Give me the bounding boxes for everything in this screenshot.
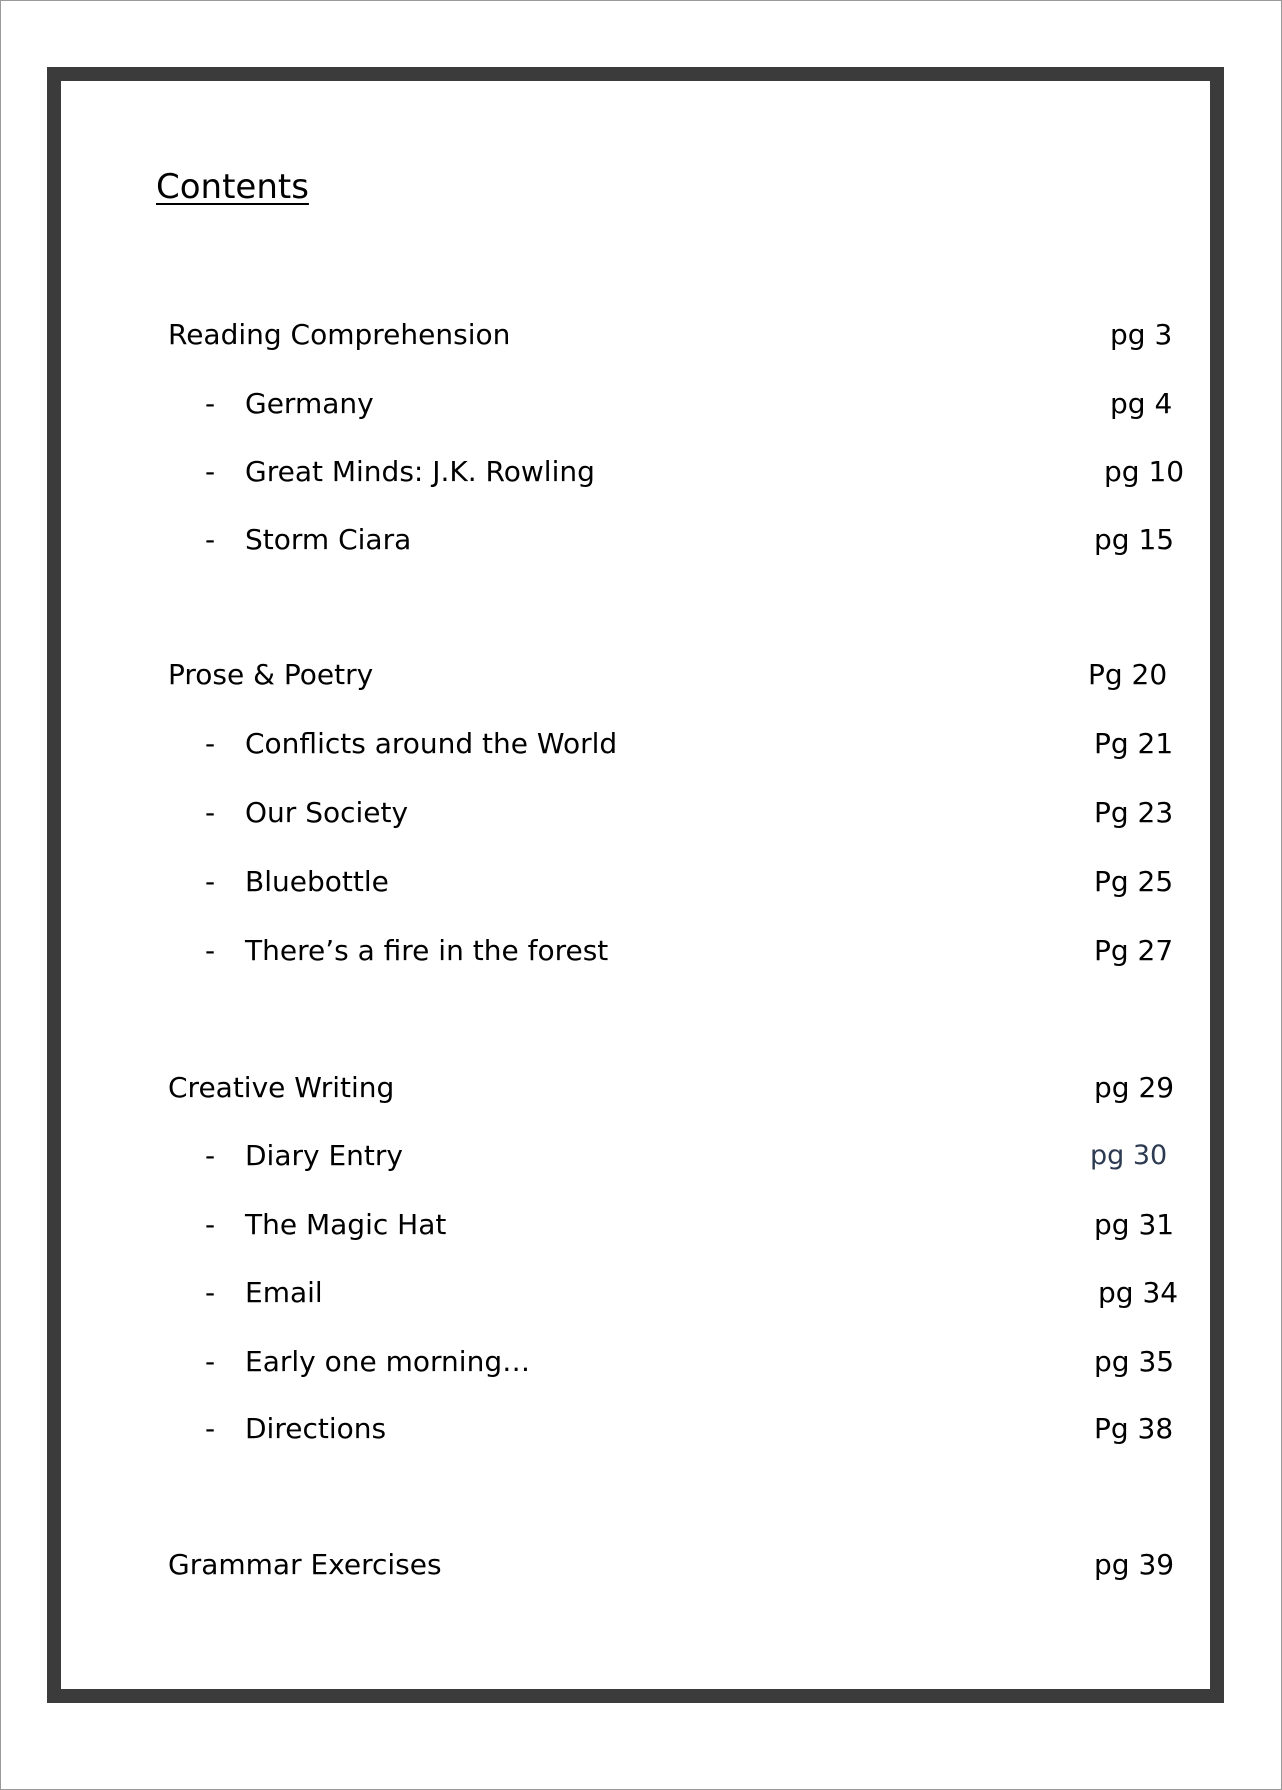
dash-bullet: -: [205, 1345, 216, 1378]
page-number: pg 10: [1104, 455, 1185, 488]
section-label: Grammar Exercises: [168, 1548, 442, 1581]
dash-bullet: -: [205, 796, 216, 829]
subsection-row: [0, 380, 1282, 428]
page-number: pg 3: [1110, 318, 1173, 351]
page-number: Pg 23: [1094, 796, 1174, 829]
subsection-label: Diary Entry: [245, 1139, 403, 1172]
subsection-label: Storm Ciara: [245, 523, 412, 556]
subsection-label: Germany: [245, 387, 374, 420]
dash-bullet: -: [205, 934, 216, 967]
dash-bullet: -: [205, 865, 216, 898]
subsection-row: [0, 720, 1282, 768]
subsection-label: Our Society: [245, 796, 409, 829]
section-row: [0, 1541, 1282, 1589]
section-label: Prose & Poetry: [168, 658, 374, 691]
subsection-row: [0, 858, 1282, 906]
page-number: Pg 25: [1094, 865, 1174, 898]
page-number: pg 31: [1094, 1208, 1175, 1241]
page-number: pg 35: [1094, 1345, 1175, 1378]
subsection-row: [0, 516, 1282, 564]
subsection-label: Bluebottle: [245, 865, 389, 898]
page-number: Pg 27: [1094, 934, 1174, 967]
subsection-row: [0, 1269, 1282, 1317]
dash-bullet: -: [205, 1139, 216, 1172]
dash-bullet: -: [205, 1208, 216, 1241]
subsection-label: Email: [245, 1276, 323, 1309]
subsection-row: [0, 789, 1282, 837]
subsection-label: Directions: [245, 1412, 387, 1445]
subsection-label: The Magic Hat: [245, 1208, 447, 1241]
subsection-row: [0, 1405, 1282, 1453]
subsection-row: [0, 1338, 1282, 1386]
subsection-label: Great Minds: J.K. Rowling: [245, 455, 595, 488]
page-number: Pg 38: [1094, 1412, 1174, 1445]
subsection-row: [0, 1201, 1282, 1249]
dash-bullet: -: [205, 387, 216, 420]
page-number: pg 34: [1098, 1276, 1179, 1309]
section-label: Reading Comprehension: [168, 318, 511, 351]
dash-bullet: -: [205, 1412, 216, 1445]
dash-bullet: -: [205, 727, 216, 760]
dash-bullet: -: [205, 455, 216, 488]
section-label: Creative Writing: [168, 1071, 395, 1104]
subsection-label: Conflicts around the World: [245, 727, 618, 760]
dash-bullet: -: [205, 523, 216, 556]
page-number: pg 29: [1094, 1071, 1175, 1104]
page-number: Pg 21: [1094, 727, 1174, 760]
subsection-row: [0, 927, 1282, 975]
section-row: [0, 1064, 1282, 1112]
section-row: [0, 651, 1282, 699]
section-row: [0, 311, 1282, 359]
subsection-row: [0, 1132, 1282, 1180]
page-title: Contents: [156, 167, 309, 207]
dash-bullet: -: [205, 1276, 216, 1309]
page-number: pg 30: [1090, 1140, 1168, 1171]
subsection-row: [0, 448, 1282, 496]
page-number: pg 4: [1110, 387, 1173, 420]
subsection-label: Early one morning…: [245, 1345, 531, 1378]
page-number: pg 39: [1094, 1548, 1175, 1581]
subsection-label: There’s a fire in the forest: [245, 934, 609, 967]
page-number: Pg 20: [1088, 658, 1168, 691]
page-number: pg 15: [1094, 523, 1175, 556]
